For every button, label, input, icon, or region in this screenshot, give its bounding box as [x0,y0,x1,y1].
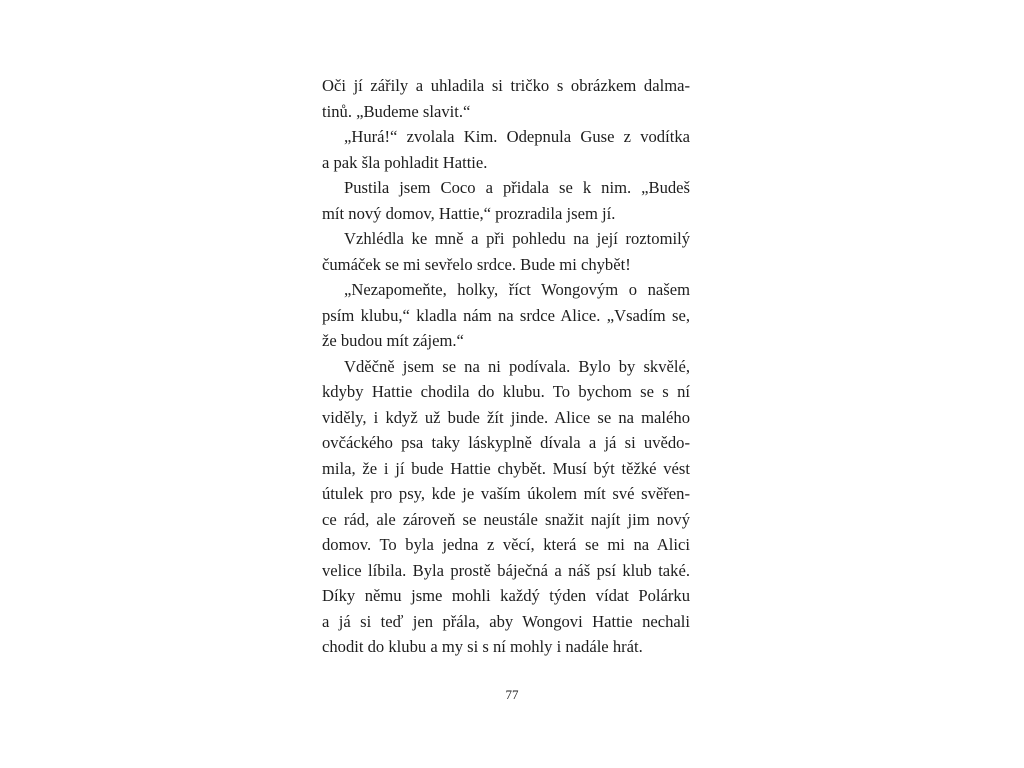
text-line: Oči jí zářily a uhladila si tričko s obrázkem dalma- [322,76,690,95]
text-line: ce rád, ale zároveň se neustále snažit najít jim nový [322,509,690,529]
text-line: že budou mít zájem.“ [322,331,464,350]
text-line: „Nezapomeňte, holky, říct Wongovým o našem [344,280,690,299]
text-line: viděly, i když už bude žít jinde. Alice se na malého [322,407,690,427]
text-line: Díky němu jsme mohli každý týden vídat Polárku [322,586,690,605]
text-line: domov. To byla jedna z věcí, která se mi na Alici [322,535,690,554]
text-line: Pustila jsem Coco a přidala se k nim. „Budeš [344,178,690,197]
text-line: mít nový domov, Hattie,“ prozradila jsem jí. [322,203,616,223]
text-line: velice líbila. Byla prostě báječná a náš psí klub také. [322,560,690,580]
text-line: ovčáckého psa taky láskyplně dívala a já si uvědo- [322,433,690,452]
text-line: chodit do klubu a my si s ní mohly i nadále hrát. [322,637,643,656]
text-line: a já si teď jen přála, aby Wongovi Hattie nechali [322,611,690,631]
text-line: tinů. „Budeme slavit.“ [322,101,471,121]
text-line: kdyby Hattie chodila do klubu. To bychom se s ní [322,382,690,401]
text-line: Vděčně jsem se na ni podívala. Bylo by skvělé, [344,356,690,376]
text-line: „Hurá!“ zvolala Kim. Odepnula Guse z vodítka [344,127,690,146]
text-line: a pak šla pohladit Hattie. [322,152,488,172]
text-line: čumáček se mi sevřelo srdce. Bude mi chybět! [322,254,631,274]
text-line: psím klubu,“ kladla nám na srdce Alice. „Vsadím se, [322,305,690,325]
page-number: 77 [505,687,519,702]
text-line: Vzhlédla ke mně a při pohledu na její roztomilý [344,229,690,248]
body-text [322,73,690,660]
text-line: útulek pro psy, kde je vaším úkolem mít své svěřen- [322,484,690,503]
text-line: mila, že i jí bude Hattie chybět. Musí být těžké vést [322,458,690,478]
